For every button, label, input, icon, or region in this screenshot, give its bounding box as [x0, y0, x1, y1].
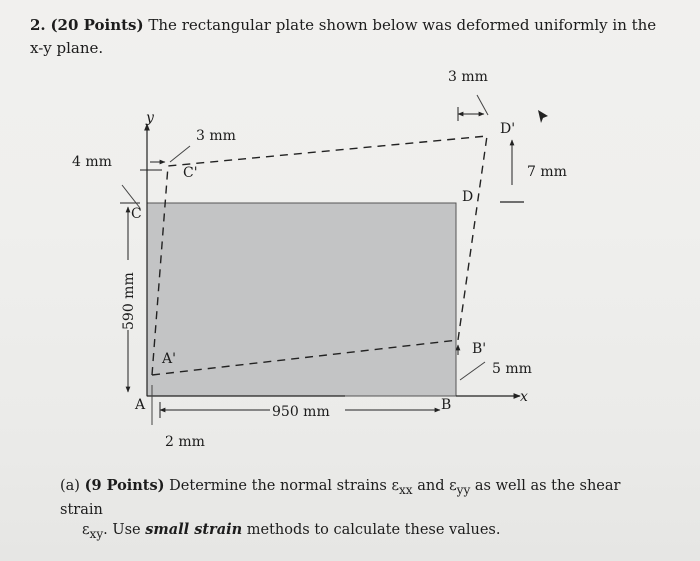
- dim-5mm-leader: [460, 362, 485, 380]
- dim-3mm-left-leader: [170, 146, 190, 162]
- undeformed-plate: [147, 203, 456, 396]
- part-a-question: [60, 476, 660, 544]
- problem-number: 2.: [30, 16, 46, 34]
- label-3mm-top-left: 3 mm: [196, 128, 236, 144]
- label-point-C: C: [131, 206, 142, 222]
- label-point-B-prime: B': [472, 341, 487, 357]
- label-950mm: 950 mm: [272, 404, 330, 420]
- label-point-C-prime: C': [183, 165, 198, 181]
- label-point-D-prime: D': [500, 121, 516, 137]
- problem-points: (20 Points): [50, 16, 144, 34]
- part-a-text-6: methods to calculate these values.: [242, 521, 501, 538]
- part-a-text-1: Determine the normal strains ε: [169, 478, 399, 494]
- dim-3mm-right-leader: [477, 95, 488, 115]
- label-point-D: D: [462, 189, 474, 205]
- part-a-sub-xx: xx: [399, 482, 413, 497]
- label-point-B: B: [441, 397, 452, 413]
- label-4mm: 4 mm: [72, 154, 112, 170]
- label-axis-y: y: [146, 110, 154, 126]
- part-a-label: (a): [60, 478, 80, 494]
- cursor-icon: [538, 110, 548, 123]
- part-a-emphasis: small strain: [145, 520, 243, 538]
- label-3mm-top-right: 3 mm: [448, 69, 488, 85]
- label-590mm: 590 mm: [121, 272, 137, 330]
- part-a-sub-yy: yy: [456, 482, 471, 497]
- label-axis-x: x: [520, 389, 528, 405]
- problem-text: The rectangular plate shown below was deformed uniformly in the x-y plane.: [30, 16, 657, 57]
- label-point-A: A: [135, 397, 146, 413]
- part-a-points: (9 Points): [84, 477, 165, 494]
- part-a-text-2: and ε: [412, 478, 457, 494]
- label-5mm: 5 mm: [492, 361, 532, 377]
- label-2mm: 2 mm: [165, 434, 205, 450]
- part-a-text-4: ε: [82, 521, 90, 538]
- part-a-text-3: as well as the shear strain: [60, 478, 621, 518]
- part-a-text-5: . Use: [103, 521, 146, 538]
- label-point-A-prime: A': [162, 351, 176, 367]
- dim-4mm-line: [122, 185, 140, 208]
- label-7mm: 7 mm: [527, 164, 567, 180]
- part-a-sub-xy: xy: [89, 526, 104, 541]
